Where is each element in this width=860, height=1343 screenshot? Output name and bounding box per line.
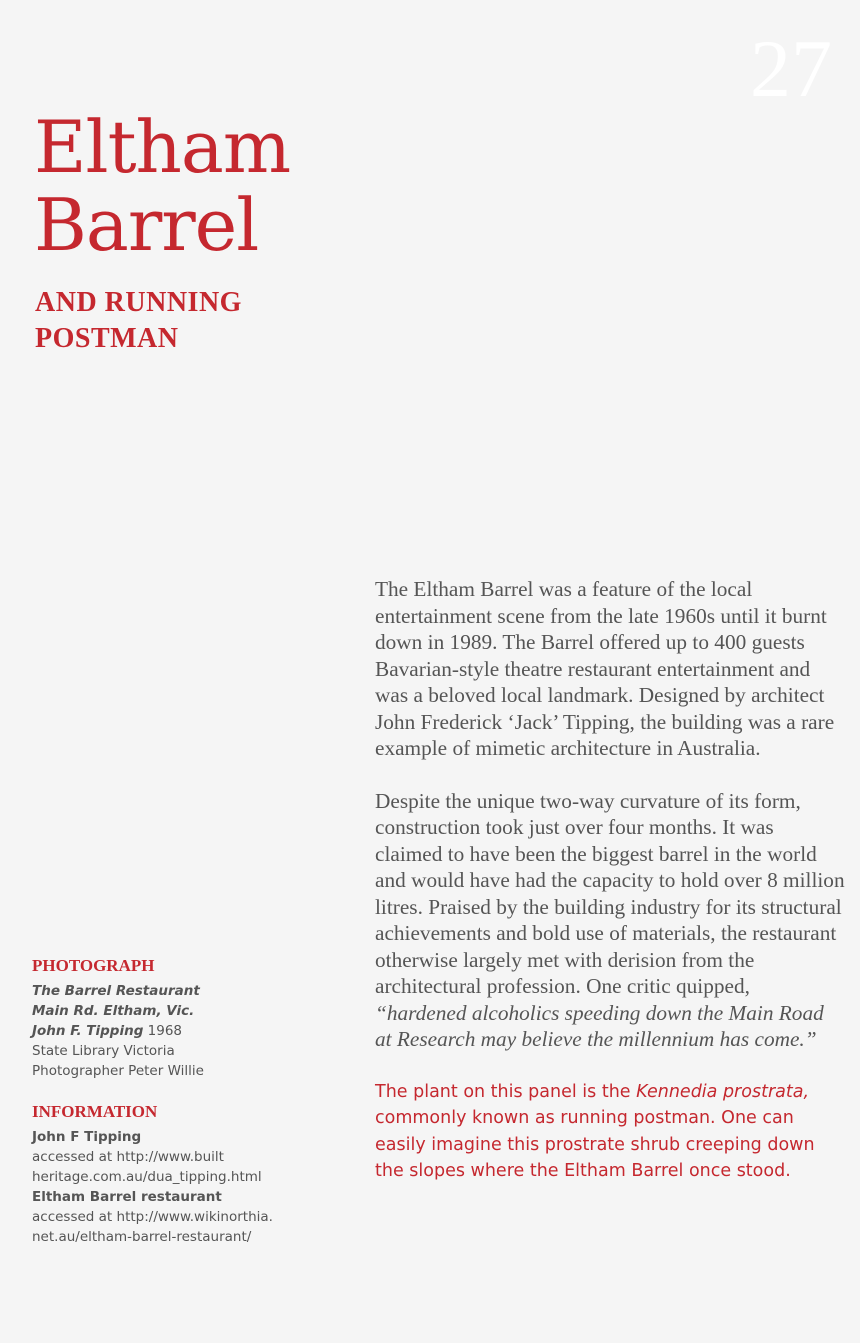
photo-author-line — [32, 1021, 332, 1041]
page-title — [34, 105, 291, 267]
information-heading: INFORMATION — [32, 1102, 158, 1121]
photograph-credits — [32, 955, 332, 1081]
subtitle-line-1: AND RUNNING — [35, 287, 242, 318]
reference-2-title: Eltham Barrel restaurant — [32, 1189, 222, 1205]
paragraph-2-text: Despite the unique two-way curvature of its form, construction took just over four months. It was claimed to have been the biggest barrel in the world and would have had the capacity to hold over 8 million litres. Praised by the building industry for its structural achievements and bold use of materials, the restaurant otherwise largely met with derision from the architectural profession. One critic quipped, — [375, 788, 845, 998]
photograph-heading: PHOTOGRAPH — [32, 956, 155, 975]
reference-1-url-line-2: heritage.com.au/dua_tipping.html — [32, 1169, 262, 1185]
photo-author: John F. Tipping — [32, 1023, 144, 1039]
body-text-column — [375, 576, 845, 1211]
photo-photographer: Photographer Peter Willie — [32, 1063, 204, 1079]
photo-year: 1968 — [143, 1023, 183, 1039]
photo-title-line-1: The Barrel Restaurant — [32, 983, 200, 999]
subtitle-line-2: POSTMAN — [35, 323, 179, 354]
body-paragraph-1: The Eltham Barrel was a feature of the local entertainment scene from the late 1960s until it burnt down in 1989. The Barrel offered up to 400 guests Bavarian-style theatre restaurant entertainment and was a beloved local landmark. Designed by architect John Frederick ‘Jack’ Tipping, the building was a rare example of mimetic architecture in Australia. — [375, 577, 835, 760]
plant-species: Kennedia prostrata, — [636, 1081, 810, 1102]
title-line-1: Eltham — [34, 105, 291, 189]
reference-2-url-line-2: net.au/eltham-barrel-restaurant/ — [32, 1229, 252, 1245]
plant-note-before: The plant on this panel is the — [375, 1081, 637, 1102]
reference-1-title: John F Tipping — [32, 1129, 142, 1145]
title-line-2: Barrel — [34, 183, 259, 267]
information-references — [32, 1101, 332, 1247]
critic-quote: “hardened alcoholics speeding down the Main Road at Research may believe the millennium has come.” — [375, 1000, 824, 1051]
page-number: 27 — [750, 23, 832, 114]
page-subtitle — [35, 285, 242, 357]
reference-1-url-line-1: accessed at http://www.built — [32, 1149, 224, 1165]
plant-note — [375, 1079, 845, 1185]
photo-source: State Library Victoria — [32, 1043, 175, 1059]
plant-note-after: commonly known as running postman. One can easily imagine this prostrate shrub creeping down the slopes where the Eltham Barrel once stood. — [375, 1108, 815, 1181]
body-paragraph-2 — [375, 788, 845, 1053]
photo-title-line-2: Main Rd. Eltham, Vic. — [32, 1003, 195, 1019]
reference-2-url-line-1: accessed at http://www.wikinorthia. — [32, 1209, 273, 1225]
